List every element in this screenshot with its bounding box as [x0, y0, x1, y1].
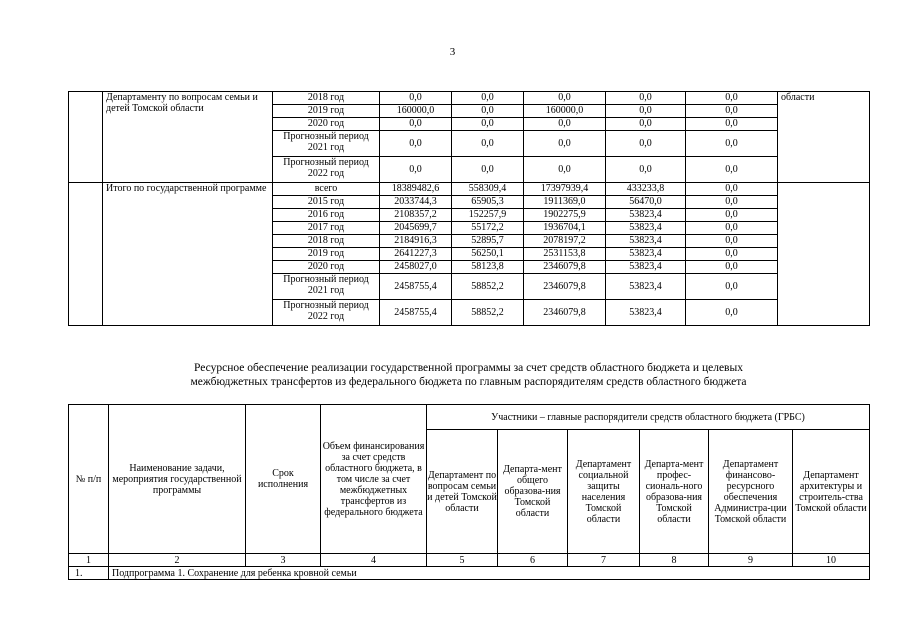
value-cell: 56250,1 [452, 248, 524, 261]
value-cell: 0,0 [686, 222, 778, 235]
period-cell: 2020 год [273, 261, 380, 274]
value-cell: 0,0 [686, 248, 778, 261]
period-cell: Прогнозный период 2021 год [273, 274, 380, 300]
value-cell: 0,0 [686, 209, 778, 222]
value-cell: 0,0 [524, 157, 606, 183]
value-cell: 0,0 [686, 274, 778, 300]
header-dept-architecture: Департамент архитектуры и строитель-ства Томской области [793, 430, 870, 554]
value-cell: 2346079,8 [524, 274, 606, 300]
period-cell: 2019 год [273, 105, 380, 118]
value-cell: 0,0 [686, 92, 778, 105]
column-number: 6 [498, 554, 568, 567]
column-number: 3 [246, 554, 321, 567]
value-cell: 433233,8 [606, 183, 686, 196]
value-cell: 0,0 [380, 118, 452, 131]
value-cell: 53823,4 [606, 248, 686, 261]
value-cell: 53823,4 [606, 300, 686, 326]
value-cell: 58123,8 [452, 261, 524, 274]
value-cell: 2346079,8 [524, 261, 606, 274]
value-cell: 2045699,7 [380, 222, 452, 235]
period-cell: всего [273, 183, 380, 196]
value-cell: 17397939,4 [524, 183, 606, 196]
value-cell: 2458027,0 [380, 261, 452, 274]
column-number: 1 [69, 554, 109, 567]
header-dept-finance: Департамент финансово-ресурсного обеспечения Администра-ции Томской области [709, 430, 793, 554]
period-cell: Прогнозный период 2022 год [273, 157, 380, 183]
table-row [69, 183, 870, 196]
page-number: 3 [449, 46, 456, 58]
period-cell: 2016 год [273, 209, 380, 222]
period-cell: 2015 год [273, 196, 380, 209]
first-row-number: 1. [69, 567, 109, 580]
value-cell: 0,0 [524, 118, 606, 131]
header-dept-professional-education: Департа-мент профес-сиональ-ного образова-ния Томской области [640, 430, 709, 554]
resource-table [68, 404, 870, 580]
value-cell: 0,0 [380, 92, 452, 105]
value-cell: 0,0 [606, 118, 686, 131]
value-cell: 0,0 [686, 131, 778, 157]
value-cell: 53823,4 [606, 209, 686, 222]
column-number: 2 [109, 554, 246, 567]
value-cell: 0,0 [686, 235, 778, 248]
value-cell: 0,0 [452, 157, 524, 183]
column-number: 10 [793, 554, 870, 567]
value-cell: 0,0 [686, 300, 778, 326]
value-cell: 1911369,0 [524, 196, 606, 209]
value-cell: 0,0 [524, 131, 606, 157]
value-cell: 18389482,6 [380, 183, 452, 196]
value-cell: 58852,2 [452, 300, 524, 326]
header-name: Наименование задачи, мероприятия государственной программы [109, 405, 246, 554]
row-number-cell [69, 92, 103, 183]
period-cell: Прогнозный период 2021 год [273, 131, 380, 157]
value-cell: 0,0 [452, 92, 524, 105]
value-cell: 0,0 [606, 131, 686, 157]
value-cell: 58852,2 [452, 274, 524, 300]
value-cell: 0,0 [686, 105, 778, 118]
financing-table [68, 91, 870, 326]
value-cell: 52895,7 [452, 235, 524, 248]
value-cell: 0,0 [380, 131, 452, 157]
note-cell [778, 183, 870, 326]
header-term: Срок исполнения [246, 405, 321, 554]
period-cell: Прогнозный период 2022 год [273, 300, 380, 326]
header-dept-family: Департамент по вопросам семьи и детей Томской области [427, 430, 498, 554]
value-cell: 0,0 [606, 92, 686, 105]
value-cell: 0,0 [380, 157, 452, 183]
block-name: Департаменту по вопросам семьи и детей Томской области [103, 92, 273, 183]
header-num: № п/п [69, 405, 109, 554]
value-cell: 0,0 [686, 118, 778, 131]
header-dept-general-education: Департа-мент общего образова-ния Томской области [498, 430, 568, 554]
header-participants: Участники – главные распорядители средств областного бюджета (ГРБС) [427, 405, 870, 430]
value-cell: 0,0 [686, 183, 778, 196]
value-cell: 558309,4 [452, 183, 524, 196]
caption-line-1: Ресурсное обеспечение реализации государственной программы за счет средств областного бюджета и целевых [194, 362, 743, 374]
column-number: 9 [709, 554, 793, 567]
row-number-cell [69, 183, 103, 326]
period-cell: 2020 год [273, 118, 380, 131]
column-number: 7 [568, 554, 640, 567]
value-cell: 0,0 [686, 157, 778, 183]
value-cell: 2033744,3 [380, 196, 452, 209]
value-cell: 2184916,3 [380, 235, 452, 248]
header-volume: Объем финансирования за счет средств областного бюджета, в том числе за счет межбюджетных трансфертов из федерального бюджета [321, 405, 427, 554]
value-cell: 2346079,8 [524, 300, 606, 326]
value-cell: 0,0 [452, 131, 524, 157]
column-number: 5 [427, 554, 498, 567]
value-cell: 65905,3 [452, 196, 524, 209]
period-cell: 2018 год [273, 235, 380, 248]
value-cell: 53823,4 [606, 222, 686, 235]
block-name: Итого по государственной программе [103, 183, 273, 326]
period-cell: 2018 год [273, 92, 380, 105]
value-cell: 0,0 [524, 92, 606, 105]
column-number: 8 [640, 554, 709, 567]
value-cell: 0,0 [606, 105, 686, 118]
value-cell: 53823,4 [606, 235, 686, 248]
value-cell: 2458755,4 [380, 300, 452, 326]
value-cell: 2078197,2 [524, 235, 606, 248]
value-cell: 2108357,2 [380, 209, 452, 222]
section-caption [68, 361, 869, 389]
column-number: 4 [321, 554, 427, 567]
value-cell: 1902275,9 [524, 209, 606, 222]
period-cell: 2017 год [273, 222, 380, 235]
table-row [69, 92, 870, 105]
value-cell: 1936704,1 [524, 222, 606, 235]
caption-line-2: межбюджетных трансфертов из федерального бюджета по главным распорядителям средств областного бюджета [190, 376, 747, 388]
value-cell: 0,0 [686, 196, 778, 209]
value-cell: 0,0 [452, 105, 524, 118]
value-cell: 160000,0 [524, 105, 606, 118]
value-cell: 2458755,4 [380, 274, 452, 300]
value-cell: 56470,0 [606, 196, 686, 209]
value-cell: 53823,4 [606, 261, 686, 274]
value-cell: 2641227,3 [380, 248, 452, 261]
value-cell: 0,0 [606, 157, 686, 183]
value-cell: 152257,9 [452, 209, 524, 222]
period-cell: 2019 год [273, 248, 380, 261]
value-cell: 0,0 [686, 261, 778, 274]
header-dept-social-protection: Департамент социальной защиты населения Томской области [568, 430, 640, 554]
value-cell: 53823,4 [606, 274, 686, 300]
note-cell: области [778, 92, 870, 183]
first-row-text: Подпрограмма 1. Сохранение для ребенка кровной семьи [109, 567, 870, 580]
value-cell: 0,0 [452, 118, 524, 131]
value-cell: 55172,2 [452, 222, 524, 235]
value-cell: 160000,0 [380, 105, 452, 118]
value-cell: 2531153,8 [524, 248, 606, 261]
